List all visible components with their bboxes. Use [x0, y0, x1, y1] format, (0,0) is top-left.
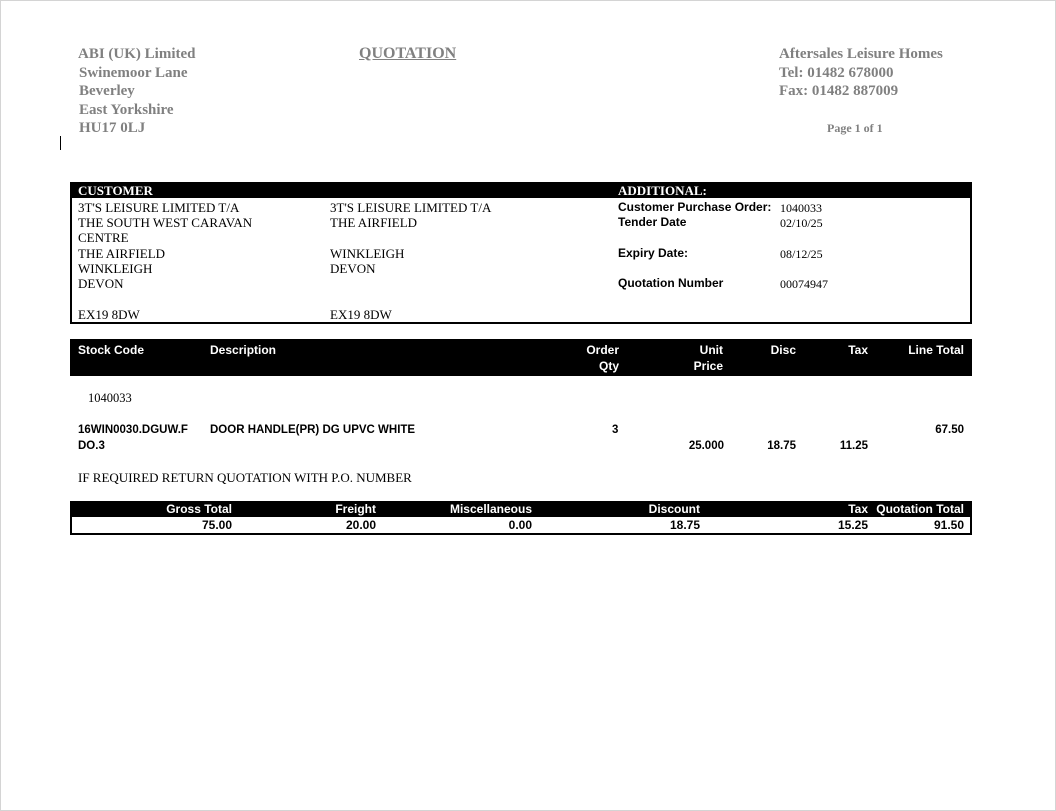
- col-order: Order: [586, 343, 619, 357]
- company-address-line: Swinemoor Lane: [79, 65, 188, 81]
- gross-total-value: 75.00: [201, 518, 232, 532]
- discount-value: 18.75: [669, 518, 700, 532]
- tender-date-value: 02/10/25: [780, 216, 823, 230]
- supplier-fax: Fax: 01482 887009: [779, 83, 899, 99]
- return-note: IF REQUIRED RETURN QUOTATION WITH P.O. NUMBER: [78, 470, 412, 485]
- page-number: Page 1 of 1: [827, 121, 883, 135]
- customer-line: 3T'S LEISURE LIMITED T/A: [78, 200, 240, 215]
- col-tax: Tax: [848, 343, 868, 357]
- col-disc: Disc: [770, 343, 796, 357]
- additional-heading: ADDITIONAL:: [618, 183, 707, 198]
- item-tax: 11.25: [839, 440, 868, 452]
- gross-total-label: Gross Total: [166, 502, 232, 516]
- miscellaneous-label: Miscellaneous: [449, 502, 532, 516]
- company-address-line: East Yorkshire: [79, 102, 174, 118]
- item-line-total: 67.50: [935, 424, 964, 436]
- discount-label: Discount: [648, 502, 700, 516]
- item-stock-code: 16WIN0030.DGUW.F: [78, 424, 188, 436]
- quotation-number-label: Quotation Number: [618, 276, 724, 290]
- tender-date-label: Tender Date: [618, 215, 687, 229]
- company-address-line: Beverley: [79, 83, 135, 99]
- freight-value: 20.00: [345, 518, 376, 532]
- customer-line: WINKLEIGH: [78, 261, 153, 276]
- customer-postcode: EX19 8DW: [78, 307, 140, 322]
- quotation-total-value: 91.50: [933, 518, 964, 532]
- item-description: DOOR HANDLE(PR) DG UPVC WHITE: [210, 424, 416, 436]
- item-unit-price: 25.000: [688, 440, 724, 452]
- col-line-total: Line Total: [908, 343, 964, 357]
- item-qty: 3: [612, 424, 619, 436]
- po-label: Customer Purchase Order:: [618, 200, 772, 214]
- customer-header-bar: [70, 182, 972, 198]
- quotation-number-value: 00074947: [780, 277, 828, 291]
- document-title: QUOTATION: [359, 45, 457, 62]
- customer-line: THE SOUTH WEST CARAVAN: [78, 215, 253, 230]
- delivery-postcode: EX19 8DW: [330, 307, 392, 322]
- po-value: 1040033: [780, 201, 822, 215]
- tax-total-label: Tax: [848, 502, 868, 516]
- col-price: Price: [693, 359, 723, 373]
- col-stock-code: Stock Code: [78, 343, 145, 357]
- delivery-line: THE AIRFIELD: [330, 215, 418, 230]
- order-reference: 1040033: [88, 391, 132, 405]
- customer-line: THE AIRFIELD: [78, 246, 166, 261]
- company-name: ABI (UK) Limited: [78, 46, 196, 62]
- supplier-tel: Tel: 01482 678000: [779, 65, 894, 81]
- customer-line: DEVON: [78, 276, 124, 291]
- col-unit: Unit: [699, 343, 723, 357]
- item-stock-code-cont: DO.3: [78, 440, 105, 452]
- customer-line: CENTRE: [78, 230, 129, 245]
- delivery-line: DEVON: [330, 261, 376, 276]
- text-cursor: [60, 136, 61, 150]
- delivery-line: 3T'S LEISURE LIMITED T/A: [330, 200, 492, 215]
- delivery-line: WINKLEIGH: [330, 246, 405, 261]
- tax-total-value: 15.25: [837, 518, 868, 532]
- col-qty: Qty: [598, 359, 619, 373]
- item-disc: 18.75: [767, 440, 796, 452]
- quotation-total-label: Quotation Total: [876, 502, 964, 516]
- supplier-name: Aftersales Leisure Homes: [779, 46, 943, 62]
- col-description: Description: [210, 343, 277, 357]
- expiry-date-label: Expiry Date:: [618, 246, 689, 260]
- company-address-line: HU17 0LJ: [79, 120, 146, 136]
- miscellaneous-value: 0.00: [508, 518, 532, 532]
- freight-label: Freight: [335, 502, 376, 516]
- expiry-date-value: 08/12/25: [780, 247, 823, 261]
- customer-heading: CUSTOMER: [78, 183, 153, 198]
